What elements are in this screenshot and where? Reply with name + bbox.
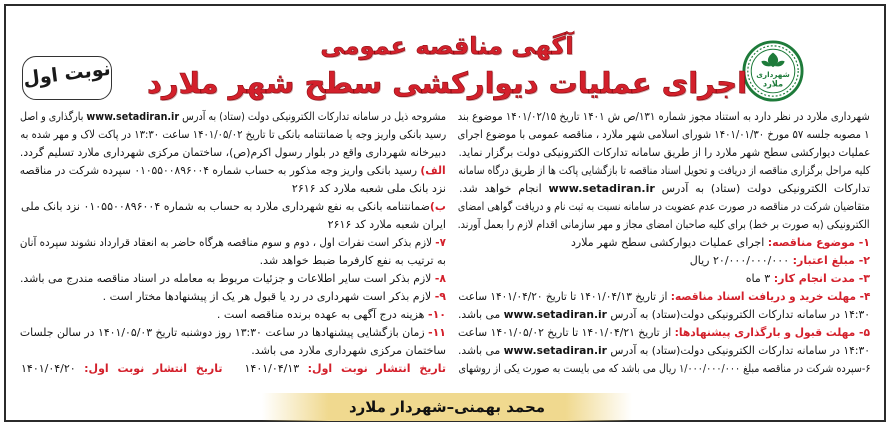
right-column-line xyxy=(458,250,870,268)
line-text xyxy=(20,324,446,342)
right-column-line xyxy=(458,286,870,304)
right-column-line xyxy=(458,160,870,178)
subtitle-text: اجرای عملیات دیوارکشی سطح شهر ملارد xyxy=(146,66,747,100)
line-text xyxy=(20,234,446,252)
right-column-line xyxy=(458,358,870,376)
item-label: ۹- xyxy=(434,290,446,303)
text-segment: ۱۴۰۱/۰۴/۲۰ xyxy=(21,362,85,375)
left-column-line xyxy=(20,304,446,322)
item-label: ۳- مدت انجام کار: xyxy=(773,272,870,285)
website-url[interactable]: www.setadiran.ir xyxy=(86,110,180,123)
right-column-line xyxy=(458,196,870,214)
line-text xyxy=(20,126,446,144)
text-segment: ضمانتنامه بانکی به نفع شهرداری ملارد به حساب به شماره ۰۱۰۵۵۰۰۸۹۶۰۰۴ نزد بانک ملی xyxy=(21,200,430,213)
text-segment: از تاریخ ۱۴۰۱/۰۴/۱۳ تا تاریخ ۱۴۰۱/۰۴/۲۰ ساعت xyxy=(458,290,671,303)
right-column-line xyxy=(458,124,870,142)
text-segment: می باشد. xyxy=(457,344,504,357)
line-text xyxy=(458,360,870,378)
left-column-line xyxy=(20,250,446,268)
text-segment: متقاضیان شرکت در مناقصه در صورت عدم عضویت در سامانه نسبت به ثبت نام و دریافت گواهی امضای xyxy=(458,200,870,213)
item-label: تاریخ انتشار نوبت اول: xyxy=(307,362,446,375)
text-segment: مشروحه ذیل در سامانه تدارکات الکترونیکی دولت (ستاد) به آدرس xyxy=(179,110,446,123)
right-column-line xyxy=(458,268,870,286)
page-subtitle xyxy=(147,64,747,102)
text-segment: ۱۴۰۱/۰۴/۱۳ xyxy=(244,362,308,375)
text-segment: ۱ مصوبه جلسه ۵۷ مورخ ۱۴۰۱/۰۱/۳۰ شورای اسلامی شهر ملارد ، مناقصه عمومی با موضوع اجرای xyxy=(458,128,870,141)
line-text xyxy=(20,270,446,288)
item-label: ۲- مبلغ اعتبار: xyxy=(792,254,870,267)
municipality-logo xyxy=(742,40,804,102)
line-text xyxy=(458,198,870,216)
text-segment: به ترتیب به نفع کارفرما ضبط خواهد شد. xyxy=(259,254,446,267)
left-column-line xyxy=(20,214,446,232)
left-column-line xyxy=(20,358,446,376)
item-label: ۱۰- xyxy=(427,308,446,321)
right-column-line xyxy=(458,214,870,232)
line-text xyxy=(458,108,870,126)
line-text xyxy=(20,144,446,162)
item-label: الف) xyxy=(420,164,446,177)
text-segment: می باشد. xyxy=(457,308,504,321)
item-label: ۱- موضوع مناقصه: xyxy=(767,236,870,249)
right-column-line xyxy=(458,142,870,160)
text-segment: عملیات دیوارکشی سطح شهر ملارد را از طریق سامانه تدارکات الکترونیکی دولت برگزار نماید. xyxy=(458,146,870,159)
left-column-line xyxy=(20,160,446,178)
signature-band xyxy=(262,393,632,421)
line-text xyxy=(458,144,870,162)
right-column-line xyxy=(458,178,870,196)
line-text xyxy=(458,162,870,180)
right-column-line xyxy=(458,340,870,358)
website-url[interactable]: www.setadiran.ir xyxy=(548,182,655,195)
text-segment: دبیرخانه شهرداری واقع در بلوار رسول اکرم(ص)، ساختمان مرکزی شهرداری ملارد تسلیم گردد. xyxy=(19,146,446,159)
text-segment: رسید بانکی واریز وجه مذکور به حساب شماره ۰۱۰۵۵۰۰۸۹۶۰۰۴ سپرده شرکت در مناقصه xyxy=(20,164,421,177)
line-text xyxy=(458,342,870,360)
item-label: ۴- مهلت خرید و دریافت اسناد مناقصه: xyxy=(670,290,870,303)
text-segment: ۱۴:۳۰ در سامانه تدارکات الکترونیکی دولت(ستاد) به آدرس xyxy=(606,308,870,321)
text-segment: لازم بذکر است شهرداری در رد یا قبول هر یک از پیشنهادها مختار است . xyxy=(102,290,435,303)
left-column-line xyxy=(20,142,446,160)
item-label: تاریخ انتشار نوبت اول: xyxy=(84,362,223,375)
text-segment: ایران شعبه ملارد کد ۲۶۱۶ xyxy=(327,218,446,231)
left-column xyxy=(20,106,446,376)
page-title xyxy=(147,30,747,62)
line-text xyxy=(20,162,446,180)
text-segment: ساختمان مرکزی شهرداری ملارد می باشد. xyxy=(251,344,446,357)
left-column-line xyxy=(20,268,446,286)
text-segment: از تاریخ ۱۴۰۱/۰۴/۲۱ تا تاریخ ۱۴۰۱/۰۵/۰۲ ساعت xyxy=(457,326,675,339)
text-segment: بارگذاری و اصل xyxy=(19,110,87,123)
signature: محمد بهمنی–شهردار ملارد xyxy=(348,398,546,416)
text-segment: ۶-سپرده شرکت در مناقصه مبلغ ۱/۰۰۰/۰۰۰/۰۰۰ ریال می باشد که می بایست به صورت یکی از روشهای xyxy=(458,362,870,375)
logo-text-bottom: ملارد xyxy=(762,78,784,89)
item-label: ب) xyxy=(429,200,446,213)
right-column xyxy=(458,106,870,376)
text-segment: تدارکات الکترونیکی دولت (ستاد) به آدرس xyxy=(654,182,870,195)
right-column-line xyxy=(458,232,870,250)
text-segment: شهرداری ملارد در نظر دارد به استناد مجوز شماره ۱۳۱/ص ش ۱۴۰۱ تاریخ ۱۴۰۱/۰۲/۱۵ موضوع بند xyxy=(458,110,870,123)
text-segment: ۲۰/۰۰۰/۰۰۰/۰۰۰ ریال xyxy=(689,254,793,267)
item-label: ۸- xyxy=(434,272,446,285)
text-segment: اجرای عملیات دیوارکشی سطح شهر ملارد xyxy=(571,236,768,249)
line-text xyxy=(458,324,870,342)
line-text xyxy=(21,360,446,378)
edition-badge xyxy=(22,56,112,100)
text-segment: انجام خواهد شد. xyxy=(459,182,549,195)
left-column-line xyxy=(20,322,446,340)
line-text xyxy=(458,288,870,306)
text-segment: الکترونیکی (به صورت بر خط) برای کلیه صاحبان امضای مجاز و مهر سازمانی اقدام لازم را بعمل آورند. xyxy=(457,218,870,231)
line-text xyxy=(458,216,870,234)
left-column-line xyxy=(20,196,446,214)
text-segment: رسید بانکی واریز وجه یا ضمانتنامه بانکی تا تاریخ ۱۴۰۱/۰۵/۰۲ ساعت ۱۳:۳۰ در پاکت لاک و مهر شده به xyxy=(19,128,446,141)
website-url[interactable]: www.setadiran.ir xyxy=(503,344,607,357)
edition-badge-text: نوبت اول xyxy=(22,57,112,91)
left-column-line xyxy=(20,232,446,250)
text-segment: ۱۴:۳۰ در سامانه تدارکات الکترونیکی دولت(ستاد) به آدرس xyxy=(606,344,870,357)
right-column-line xyxy=(458,322,870,340)
text-segment: ۳ ماه xyxy=(745,272,774,285)
right-column-line xyxy=(458,304,870,322)
text-segment: نزد بانک ملی شعبه ملارد کد ۲۶۱۶ xyxy=(291,182,446,195)
line-text xyxy=(20,108,446,126)
right-column-line xyxy=(458,106,870,124)
text-segment: کلیه مراحل برگزاری مناقصه از دریافت و تحویل اسناد مناقصه تا بازگشایی پاکت ها از طریق درگاه سامانه xyxy=(457,164,870,177)
text-segment: لازم بذکر است سایر اطلاعات و جزئیات مربوط به معامله در اسناد مناقصه مندرج می باشد. xyxy=(19,272,435,285)
item-label: ۵- مهلت قبول و بارگذاری پیشنهادها: xyxy=(674,326,870,339)
logo-text-top: شهرداری xyxy=(756,69,790,79)
item-label: ۷- xyxy=(435,236,446,249)
text-segment: لازم بذکر است نفرات اول ، دوم و سوم مناقصه هرگاه حاضر به انعقاد قرارداد نشوند سپرده آنان xyxy=(20,236,436,249)
left-column-line xyxy=(20,286,446,304)
item-label: ۱۱- xyxy=(428,326,446,339)
line-text xyxy=(458,306,870,324)
left-column-line xyxy=(20,178,446,196)
line-text xyxy=(458,126,870,144)
left-column-line xyxy=(20,340,446,358)
text-segment: هزینه درج آگهی به عهده برنده مناقصه است . xyxy=(216,308,428,321)
website-url[interactable]: www.setadiran.ir xyxy=(503,308,607,321)
left-column-line xyxy=(20,124,446,142)
left-column-line xyxy=(20,106,446,124)
title-text: آگهی مناقصه عمومی xyxy=(320,32,574,60)
text-segment: زمان بازگشایی پیشنهادها در ساعت ۱۳:۳۰ روز دوشنبه تاریخ ۱۴۰۱/۰۵/۰۳ در سالن جلسات xyxy=(20,326,429,339)
